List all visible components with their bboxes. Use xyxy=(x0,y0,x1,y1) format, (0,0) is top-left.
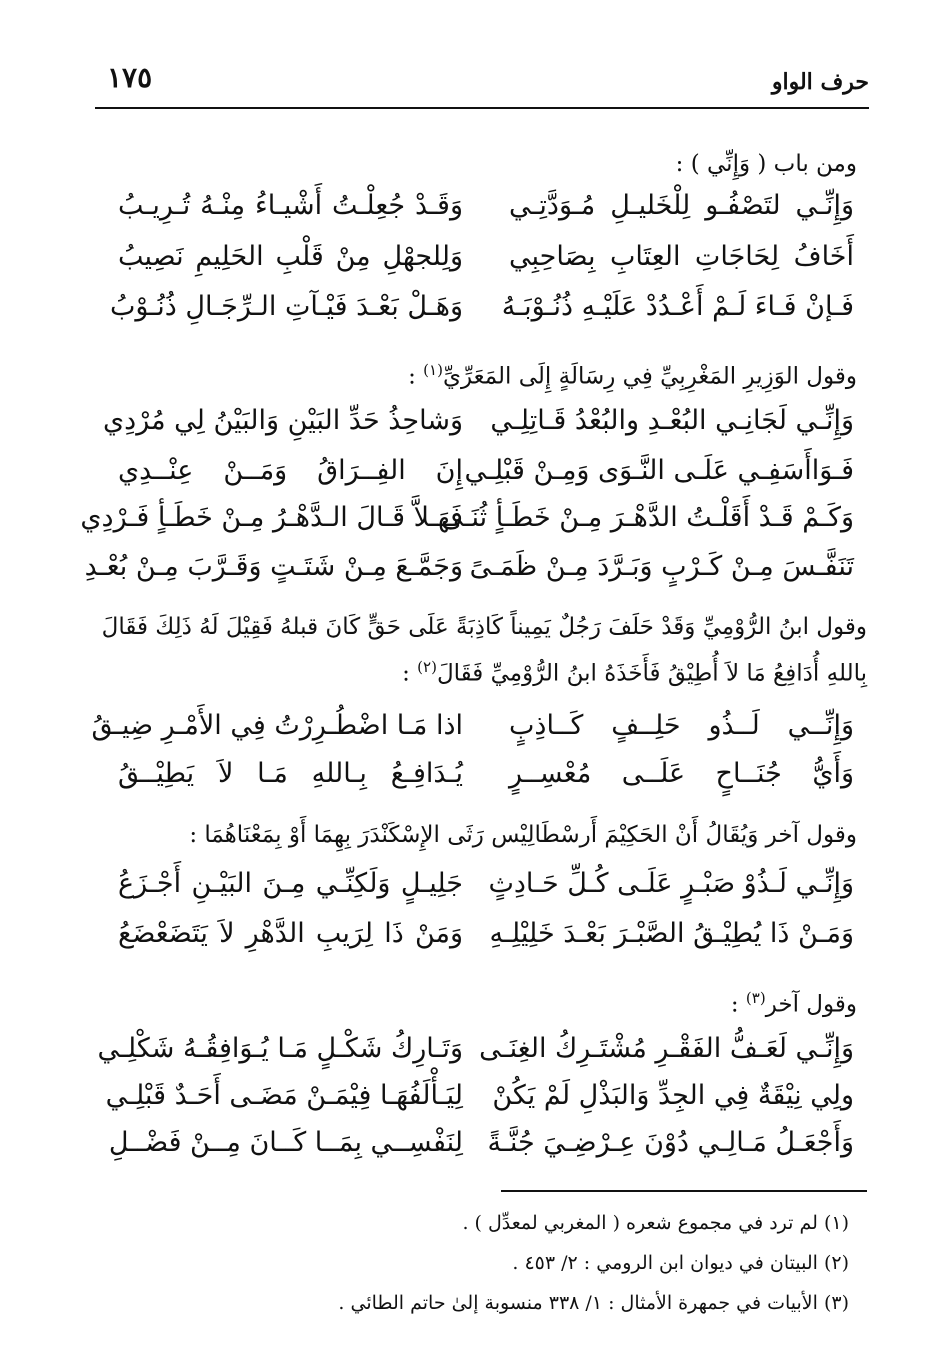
section-intro: ومن باب ( وَإِنِّي ) : xyxy=(675,151,857,177)
verse-first-half: فَـوَاأَسَفِـي عَلَـى النَّـوَى وَمِـنْ قَبْلِـي xyxy=(464,455,854,486)
verse-first-half: وَكَـمْ قَـدْ أَقَلْـتُ الدَّهْـرَ مِـنْ خَطَـأٍ ثُنَـى xyxy=(441,502,854,533)
verse-line xyxy=(97,1033,854,1079)
footnote-ref: (١) xyxy=(423,361,443,379)
verse-line xyxy=(84,551,854,597)
verse-line xyxy=(108,1127,854,1173)
verse-second-half: فَهَـلاَّ قَـالَ الـدَّهْـرُ مِـنْ خَطَـأٍ فَـرْدِي xyxy=(80,502,463,533)
intro-text: وقول آخر xyxy=(765,991,857,1018)
footnote: (٣) الأبيات في جمهرة الأمثال : ١/ ٣٣٨ منسوبة إلىٰ حاتم الطائي . xyxy=(338,1292,849,1314)
verse-second-half: وَجَمَّـعَ مِـنْ شَتَـتٍ وَقَـرَّبَ مِـنْ بُعْـدِ xyxy=(84,551,463,582)
footnote-divider xyxy=(501,1190,867,1192)
verse-second-half: وَمَنْ ذَا لِرَيبِ الدَّهْرِ لاَ يَتَضَعْضَعُ xyxy=(118,918,463,949)
verse-second-half: وَقَـدْ جُعِلْـتُ أَشْيـاءُ مِنْـهُ تُـرِيـبُ xyxy=(118,190,463,221)
intro-text: وقول ابنُ الرُّوْمِيِّ وَقَدْ حَلَفَ رَجُلٌ يَمِيناً كَاذِبَةً عَلَى حَقٍّ كَانَ قبلهُ فَقِيْلَ لَهُ ذَلِكَ فَقَالَ بِاللهِ أُدَافِعُ مَا لاَ أُطِيْقُ فَأَخَذَهُ ابنُ الرُّوْمِيِّ فَقَالَ xyxy=(101,614,867,687)
verse-first-half: وَأَجْعَـلُ مَـالِـي دُوْنَ عِـرْضِـيَ جُنَّـةً xyxy=(487,1127,854,1158)
intro-end: : xyxy=(408,363,424,390)
verse-line xyxy=(80,502,854,548)
verse-second-half: يُـدَافِـعُ بِـاللهِ مَـا لاَ يَطِيْــقُ xyxy=(118,758,463,789)
section-intro xyxy=(96,978,857,1025)
verse-line xyxy=(118,190,854,236)
section-intro xyxy=(96,607,867,694)
verse-line xyxy=(105,1080,854,1126)
intro-text: وقول الوَزِيرِ المَغْرِبِيِّ فِي رِسَالَةٍ إِلَى المَعَرِّيِّ xyxy=(442,363,857,390)
verse-line xyxy=(110,291,854,337)
footnote-ref: (٢) xyxy=(417,658,437,676)
verse-second-half: لِيَـأْلَفُهَـا فِيْمَـنْ مَضَـى أَحَـدٌ قَبْلِـي xyxy=(105,1080,463,1111)
verse-second-half: وَتَـارِكُ شَكْـلٍ مَـا يُـوَافِقُـهُ شَكْلِـي xyxy=(97,1033,463,1064)
verse-line xyxy=(118,241,854,287)
verse-first-half: وَإِنِّـي لَـذُوْ صَبْـرٍ عَلَـى كُـلِّ حَـادِثٍ xyxy=(488,868,854,899)
verse-line xyxy=(103,405,854,451)
verse-first-half: وَإِنِّـي لَجَانِـي البُعْـدِ والبُعْدُ قَـاتِلِـي xyxy=(490,405,854,436)
footnote: (٢) البيتان في ديوان ابن الرومي : ٢/ ٤٥٣ . xyxy=(512,1252,849,1274)
verse-first-half: أَخَافُ لِحَاجَاتِ العِتَابِ بِصَاحِبِي xyxy=(509,241,854,272)
verse-first-half: وَإِنِّــي لَــذُو حَلِــفٍ كَــاذِبٍ xyxy=(509,710,854,741)
page-title: حرف الواو xyxy=(771,69,869,95)
verse-first-half: فَـإنْ فَـاءَ لَـمْ أَعْـدُدْ عَلَيْـهِ ذُنُـوْبَـهُ xyxy=(501,291,854,322)
verse-first-half: تَنَفَّـسَ مِـنْ كَـرْبٍ وَبَـرَّدَ مِـنْ ظَمَـىً xyxy=(469,551,854,582)
verse-line xyxy=(118,758,854,804)
verse-second-half: اذا مَـا اضْطُـرِرْتُ فِي الأَمْـرِ ضِيـقُ xyxy=(91,710,463,741)
verse-first-half: وَإِنِّـي لَعَـفُّ الفَقْـرِ مُشْتَـرِكُ الغِنَـى xyxy=(479,1033,854,1064)
intro-end: : xyxy=(730,991,746,1018)
footnote-ref: (٣) xyxy=(745,989,766,1007)
page-header xyxy=(95,55,869,109)
verse-second-half: وَلِلجهْلِ مِنْ قَلْبِ الحَلِيمِ نَصِيبُ xyxy=(118,241,463,272)
verse-second-half: لِنَفْسِــي بِمَــا كَــانَ مِــنْ فَضْــلِ xyxy=(108,1127,463,1158)
section-intro: وقول آخر وَيُقَالُ أَنْ الحَكِيْمَ أَرسْطَالِيْس رَثَى الإِسْكَنْدَرَ بِهِمَا أَوْ بِمَعْنَاهُمَا : xyxy=(189,822,857,848)
verse-second-half: جَلِيـلٍ وَلَكِنِّـي مِـنَ البَيْـنِ أَجْـزَعُ xyxy=(118,868,463,899)
page-number: ١٧٥ xyxy=(107,61,153,94)
footnote: (١) لم ترد في مجموع شعره ( المغربي لمعدِّل ) . xyxy=(462,1212,849,1234)
verse-line xyxy=(91,710,854,756)
verse-second-half: وَشاحِذُ حَدِّ البَيْنِ وَالبَيْنُ لِي مُرْدِي xyxy=(103,405,463,436)
verse-second-half: وَهَـلْ بَعْـدَ فَيْـآتِ الـرِّجَـالِ ذُنُـوْبُ xyxy=(110,291,463,322)
verse-line xyxy=(118,918,854,964)
verse-line xyxy=(118,868,854,914)
verse-first-half: وَمَـنْ ذَا يُطِيْـقُ الصَّبْـرَ بَعْـدَ خَلِيْلِـهِ xyxy=(489,918,854,949)
verse-first-half: وَأَيُّ جُنَــاحٍ عَلَــى مُعْسِــرٍ xyxy=(509,758,854,789)
verse-first-half: ولِي نِيْقَةٌ فِي الجِدِّ وَالبَذْلِ لَمْ يَكُنْ xyxy=(492,1080,854,1111)
verse-second-half: إِنَ الفِــرَاقُ وَمَــنْ عِنْــدِي xyxy=(118,455,463,486)
verse-first-half: وَإِنِّـي لتَصْفُـو لِلْخَليـلِ مُـوَدَّتِـي xyxy=(509,190,854,221)
verse-line xyxy=(118,455,854,501)
intro-end: : xyxy=(402,660,418,687)
section-intro xyxy=(96,350,857,397)
